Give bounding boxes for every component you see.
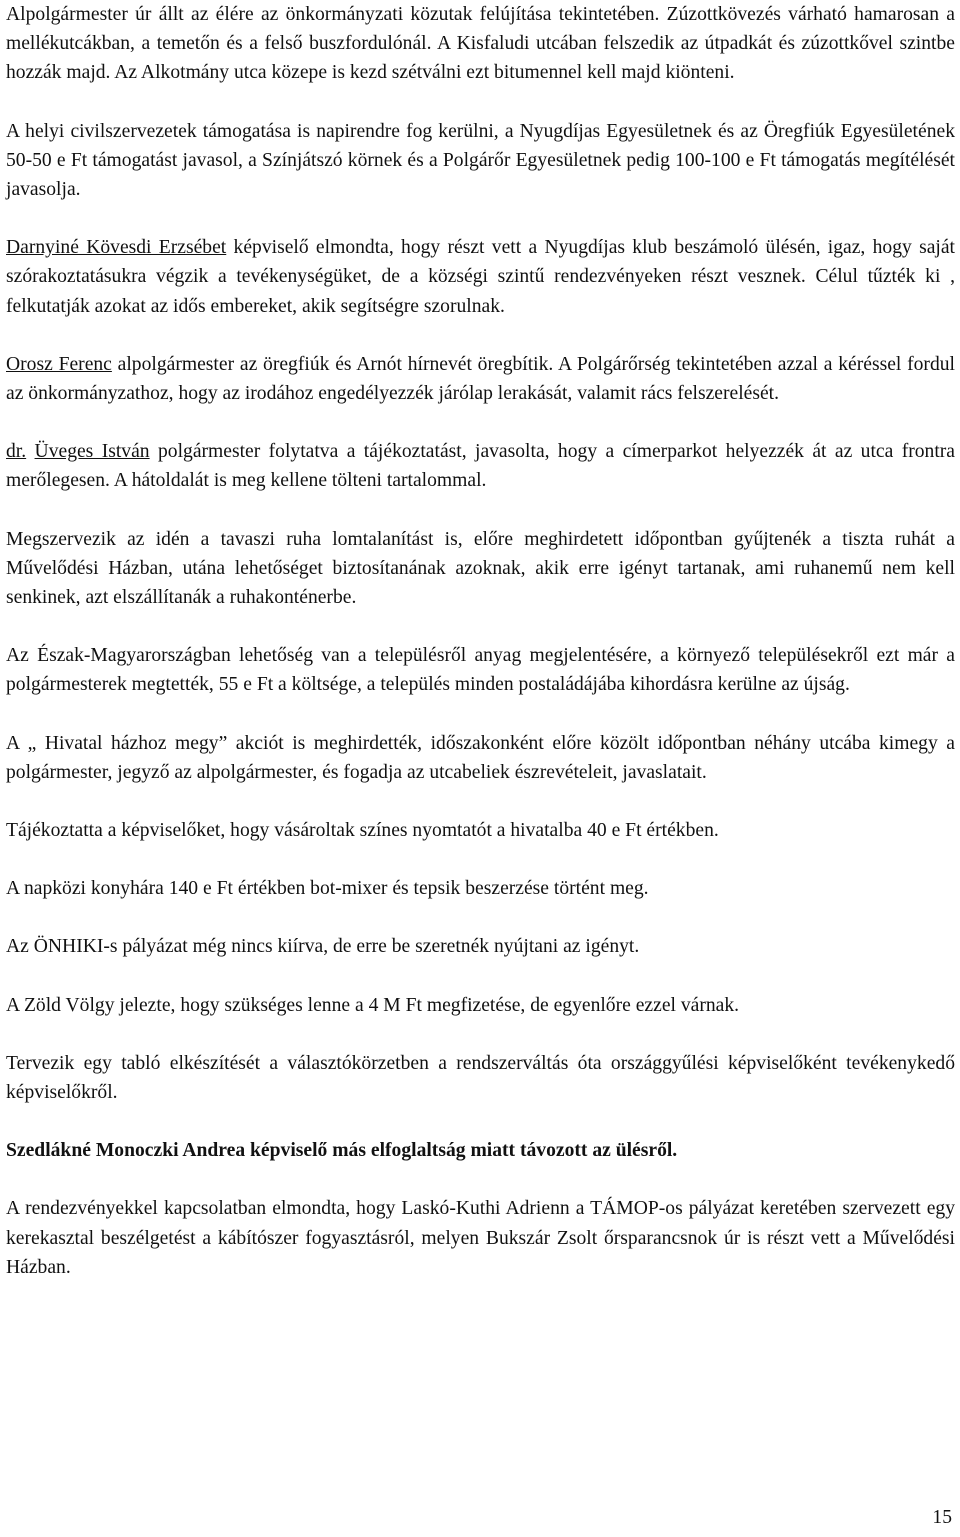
speaker-name: Orosz Ferenc: [6, 353, 112, 375]
paragraph-text: polgármester folytatva a tájékoztatást, javasolta, hogy a címerparkot helyezzék át az utca frontra merőlegesen. A hátoldalát is meg kellene tölteni tartalommal.: [6, 441, 956, 492]
paragraph-onhiki: [6, 932, 955, 961]
document-page: [6, 0, 955, 1282]
paragraph-text: képviselő elmondta, hogy részt vett a Nyugdíjas klub beszámoló ülésén, igaz, hogy saját szórakoztatásukra végzik a tevékenységüket, de a községi szintű rendezvényeken részt vesznek. Célul tűzték ki , felkutatják azokat az idős embereket, akik segítségre szorulnak.: [6, 237, 955, 317]
paragraph-text: A rendezvényekkel kapcsolatban elmondta, hogy Laskó-Kuthi Adrienn a TÁMOP-os pályázat keretében szervezett egy kerekasztal beszélgetést a kábítószer fogyasztásról, melyen Bukszár Zsolt őrsparancsnok úr is részt vett a Művelődési Házban.: [6, 1198, 955, 1278]
paragraph-text: Szedlákné Monoczki Andrea képviselő más elfoglaltság miatt távozott az ülésről.: [6, 1140, 678, 1162]
paragraph-text: Az ÖNHIKI-s pályázat még nincs kiírva, de erre be szeretnék nyújtani az igényt.: [6, 936, 640, 958]
paragraph-road-renovation: [6, 0, 955, 88]
paragraph-departure-note: [6, 1136, 955, 1165]
paragraph-orosz-statement: [6, 350, 955, 408]
paragraph-events: [6, 1194, 955, 1282]
speaker-name: Üveges István: [34, 441, 150, 463]
paragraph-tablo: [6, 1049, 955, 1107]
paragraph-text: alpolgármester az öregfiúk és Arnót hírnevét öregbítik. A Polgárőrség tekintetében azzal a kéréssel fordul az önkormányzathoz, hogy az irodához engedélyezzék járólap lerakását, valamit rács felszerelését.: [6, 353, 955, 405]
paragraph-text: Alpolgármester úr állt az élére az önkormányzati közutak felújítása tekintetében. Zúzottkövezés várható hamarosan a mellékutcákban, a temetőn és a felső buszfordulónál. A Kisfaludi utcában felszedik az útpadkát és zúzottkővel szintbe hozzák majd. Az Alkotmány utca közepe is kezd szétválni ezt bitumennel kell majd kiönteni.: [6, 4, 955, 84]
paragraph-text: A „ Hivatal házhoz megy” akciót is meghirdették, időszakonként előre közölt időpontban néhány utcába kimegy a polgármester, jegyző az alpolgármester, és fogadja az utcabeliek észrevételeit, javaslatait.: [6, 732, 955, 783]
paragraph-clothing-collection: [6, 525, 955, 613]
paragraph-text: Megszervezik az idén a tavaszi ruha lomtalanítást is, előre meghirdetett időpontban gyűjtenék a tiszta ruhát a Művelődési Házban, utána lehetőséget biztosítanának azoknak, akik erre igényt tartanak, ami ruhanemű nem kell senkinek, azt elszállítanák a ruhakonténerbe.: [6, 528, 955, 609]
paragraph-text: Tervezik egy tabló elkészítését a választókörzetben a rendszerváltás óta országgyűlési képviselőként tevékenykedő képviselőkről.: [6, 1052, 955, 1104]
speaker-title: dr.: [6, 441, 27, 463]
speaker-name: Darnyiné Kövesdi Erzsébet: [6, 237, 227, 259]
paragraph-darnyine-statement: [6, 233, 955, 321]
paragraph-printer: [6, 816, 955, 845]
paragraph-kitchen: [6, 874, 955, 903]
paragraph-civil-organizations: [6, 117, 955, 205]
paragraph-text: Az Észak-Magyarországban lehetőség van a településről anyag megjelentésére, a környező településekről ezt már a polgármesterek megtették, 55 e Ft a költsége, a település minden postaládájába kihordásra kerülne az újság.: [6, 645, 955, 696]
paragraph-text: A napközi konyhára 140 e Ft értékben bot-mixer és tepsik beszerzése történt meg.: [6, 878, 649, 900]
paragraph-text: A Zöld Völgy jelezte, hogy szükséges lenne a 4 M Ft megfizetése, de egyenlőre ezzel várnak.: [6, 994, 740, 1016]
page-number: 15: [932, 1507, 952, 1528]
paragraph-text: Tájékoztatta a képviselőket, hogy vásároltak színes nyomtatót a hivatalba 40 e Ft értékben.: [6, 820, 719, 842]
paragraph-text: A helyi civilszervezetek támogatása is napirendre fog kerülni, a Nyugdíjas Egyesületnek és az Öregfiúk Egyesületének 50-50 e Ft támogatást javasol, a Színjátszó körnek és a Polgárőr Egyesületnek pedig 100-100 e Ft támogatás megítélését javasolja.: [6, 120, 955, 201]
paragraph-office-visits: [6, 729, 955, 787]
paragraph-newspaper: [6, 641, 955, 699]
paragraph-zold-volgy: [6, 991, 955, 1020]
paragraph-uveges-statement: [6, 437, 955, 495]
